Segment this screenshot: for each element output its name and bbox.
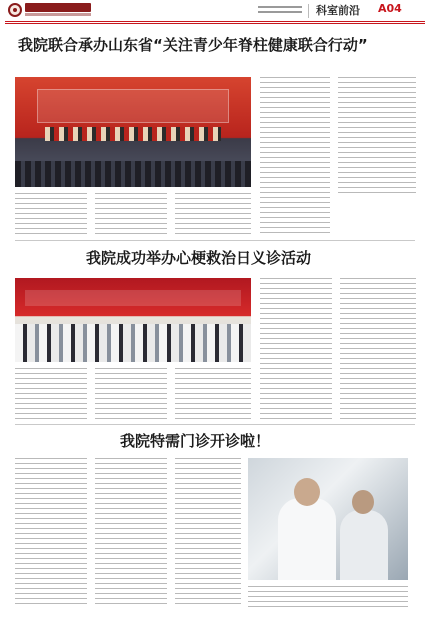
masthead — [0, 0, 430, 21]
event-banner — [25, 290, 241, 306]
article-2-text-column-5 — [340, 278, 416, 420]
article-2-headline: 我院成功举办心梗救治日义诊活动 — [86, 249, 312, 267]
page-number: A04 — [378, 2, 402, 15]
article-1-text-column-4 — [260, 77, 330, 235]
article-2-text-column-4 — [260, 278, 332, 420]
masthead-rule — [5, 21, 425, 22]
article-1-text-column-3 — [175, 193, 251, 235]
article-3-text-column-1 — [15, 458, 87, 608]
article-1-photo — [15, 77, 251, 187]
event-banner — [37, 89, 229, 123]
article-divider — [15, 424, 415, 425]
article-3-text-column-3 — [175, 458, 241, 608]
article-3-photo — [248, 458, 408, 580]
stage-row — [45, 127, 221, 141]
doctor-head — [294, 478, 320, 506]
masthead-rule-secondary — [5, 23, 425, 24]
clinic-participants — [15, 324, 251, 362]
article-1-text-column-1 — [15, 193, 87, 235]
article-3-text-column-2 — [95, 458, 167, 608]
article-2-text-column-2 — [95, 368, 167, 420]
section-label: 科室前沿 — [316, 4, 360, 17]
masthead-divider — [308, 4, 309, 18]
article-divider — [15, 240, 415, 241]
article-1-headline: 我院联合承办山东省“关注青少年脊柱健康联合行动” — [18, 36, 368, 54]
article-1-text-column-2 — [95, 193, 167, 235]
article-2-text-column-3 — [175, 368, 251, 420]
doctor-figure — [278, 498, 336, 580]
hospital-logo-subtitle — [25, 13, 91, 16]
hospital-logo-wordmark — [25, 3, 91, 12]
article-3-headline: 我院特需门诊开诊啦！ — [120, 432, 271, 450]
audience — [15, 161, 251, 187]
doctor-head-secondary — [352, 490, 374, 514]
article-2-text-column-1 — [15, 368, 87, 420]
article-1-text-column-5 — [338, 77, 416, 197]
doctor-figure-secondary — [340, 510, 388, 580]
article-2-photo — [15, 278, 251, 362]
article-3-caption-text — [248, 586, 408, 608]
hospital-logo-icon — [8, 3, 22, 17]
issue-meta — [258, 6, 302, 16]
